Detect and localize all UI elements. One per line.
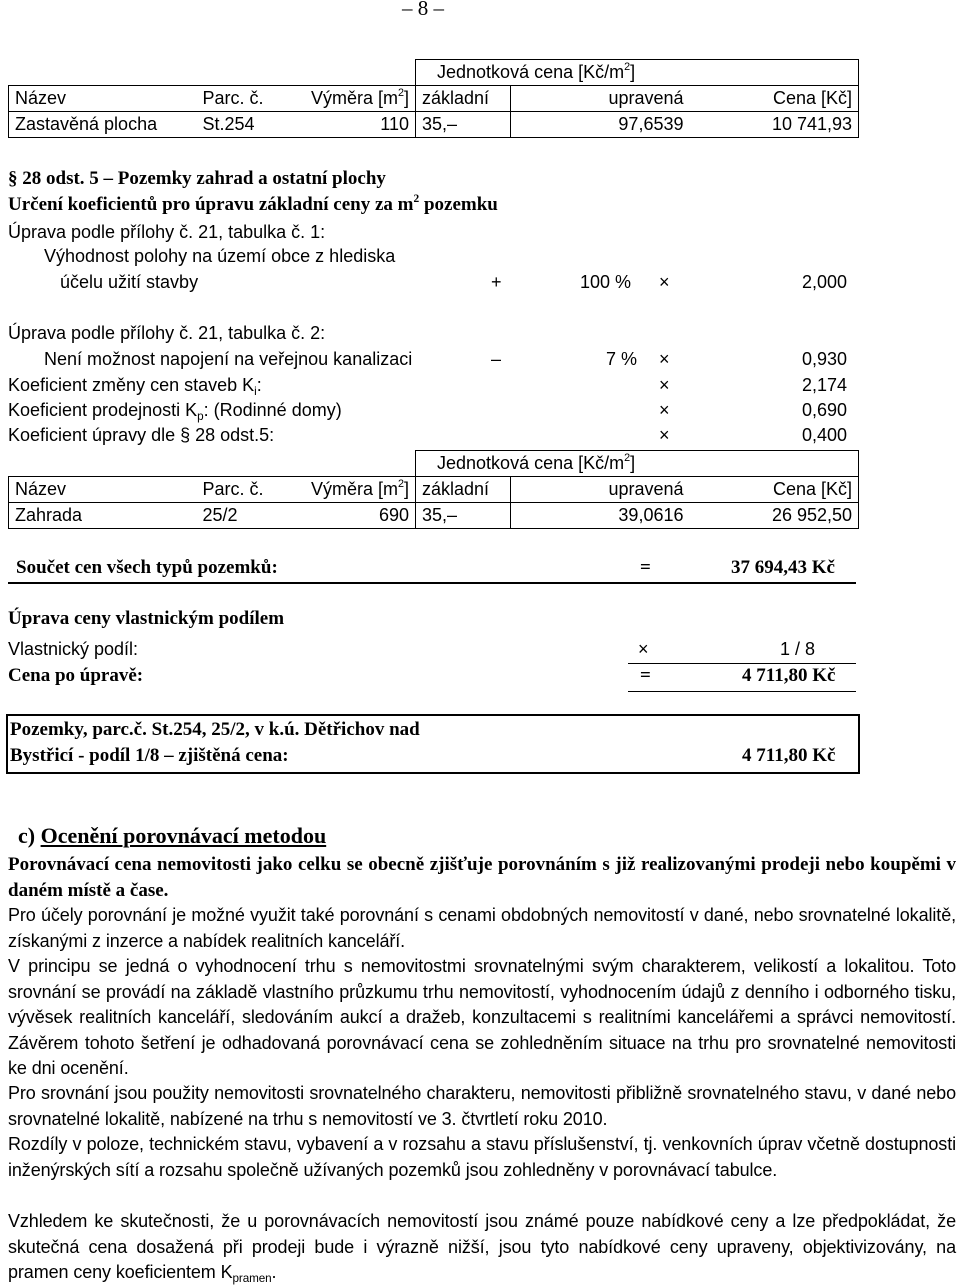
col-name: Název <box>9 477 197 503</box>
ownership-title: Úprava ceny vlastnickým podílem <box>8 608 285 629</box>
result-line-2: Bystřicí - podíl 1/8 – zjištěná cena: <box>10 745 289 766</box>
adjustment-2-desc: Není možnost napojení na veřejnou kanalizaci <box>44 349 413 369</box>
sum-underline <box>8 582 856 584</box>
col-price: Cena [Kč] <box>690 477 859 503</box>
comparison-bold-paragraph: Porovnávací cena nemovitosti jako celku se obecně zjišťuje porovnáním s již realizovanými prodeji nebo koupěmi v daném místě a čase. <box>8 854 956 901</box>
table-row <box>9 503 859 529</box>
cell-area: 690 <box>293 503 416 529</box>
comparison-paragraph-4: Rozdíly v poloze, technickém stavu, vybavení a v rozsahu a stavu příslušenství, tj. venkovních úprav včetně dostupnosti inženýrských sítí a rozsahu společně užívaných pozemků jsou zohledněny v porovnávací tabulce. <box>8 1134 956 1180</box>
multiply-icon: × <box>659 349 670 369</box>
col-name: Název <box>9 86 197 112</box>
comparison-heading: c) Ocenění porovnávací metodou <box>18 823 327 848</box>
adjustment-2-value: 0,930 <box>802 349 848 369</box>
share-label: Vlastnický podíl: <box>8 639 139 659</box>
adjusted-price-equals: = <box>640 665 651 686</box>
col-parc: Parc. č. <box>197 86 293 112</box>
table-row <box>9 112 859 138</box>
multiply-icon: × <box>659 400 670 420</box>
sum-label: Součet cen všech typů pozemků: <box>16 557 278 578</box>
table-header-row <box>9 451 859 477</box>
cell-price: 10 741,93 <box>690 112 859 138</box>
cell-name: Zahrada <box>9 503 197 529</box>
share-value: 1 / 8 <box>780 639 816 659</box>
cell-adjusted: 39,0616 <box>511 503 690 529</box>
col-base: základní <box>416 477 511 503</box>
adjustment-1-percent: 100 % <box>580 272 632 292</box>
section-title: § 28 odst. 5 – Pozemky zahrad a ostatní plochy <box>8 168 386 189</box>
comparison-paragraph-3: Pro srovnání jsou použity nemovitosti srovnatelného charakteru, nemovitosti přibližně srovnatelného stavu, v dané nebo srovnatelné lokalitě, nabízené na trhu s nemovitostí ve 3. čtvrtletí roku 2010. <box>8 1083 956 1129</box>
coefficient-ki-value: 2,174 <box>802 375 848 395</box>
unit-price-header: Jednotková cena $[Kč/m^2]$ <box>416 451 859 477</box>
adjusted-price-label: Cena po úpravě: <box>8 665 144 686</box>
cell-price: 26 952,50 <box>690 503 859 529</box>
col-base: základní <box>416 86 511 112</box>
multiply-icon: × <box>659 425 670 445</box>
coefficient-ki-label: Koeficient změny cen staveb $K_i$: <box>8 375 262 398</box>
cell-parc: 25/2 <box>197 503 293 529</box>
comparison-paragraph-5: Vzhledem ke skutečnosti, že u porovnávacích nemovitostí jsou známé pouze nabídkové ceny a lze předpokládat, že skutečná cena dosažená při prodeji bude i výrazně nižší, jsou tyto nabídkové ceny upraveny, objektivizovány, na pramen ceny koeficientem $K_{pramen}$. <box>8 1211 956 1285</box>
sum-equals: = <box>640 557 651 578</box>
land-price-table-garden <box>8 450 859 529</box>
adjustment-1-desc-line1: Výhodnost polohy na území obce z hlediska <box>44 246 396 266</box>
table-column-row <box>9 477 859 503</box>
comparison-paragraph-1: Pro účely porovnání je možné využit také porovnání s cenami obdobných nemovitostí v dané, nebo srovnatelné lokalitě, získanými z inzerce a nabídek realitních kanceláří. <box>8 905 956 951</box>
col-adjusted: upravená <box>511 477 690 503</box>
coefficient-kp-value: 0,690 <box>802 400 848 420</box>
result-value: 4 711,80 Kč <box>742 745 836 766</box>
col-adjusted: upravená <box>511 86 690 112</box>
coefficient-kp-label: Koeficient prodejnosti $K_p$: (Rodinné domy) <box>8 400 342 423</box>
multiply-icon: × <box>659 375 670 395</box>
page-number: – 8 – <box>402 0 444 20</box>
unit-price-header: Jednotková cena $[Kč/m^2]$ <box>416 60 859 86</box>
land-price-table-built <box>8 59 859 138</box>
table-column-row <box>9 86 859 112</box>
adjustment-1-label: Úprava podle přílohy č. 21, tabulka č. 1: <box>8 222 326 242</box>
multiply-icon: × <box>638 639 649 659</box>
adjusted-price-underline <box>628 691 856 692</box>
col-area: Výměra $[m^2]$ <box>293 86 416 112</box>
multiply-icon: × <box>659 272 670 292</box>
col-area: Výměra $[m^2]$ <box>293 477 416 503</box>
coefficient-ku-label: Koeficient úpravy dle § 28 odst.5: <box>8 425 275 445</box>
cell-base: 35,– <box>416 112 511 138</box>
cell-adjusted: 97,6539 <box>511 112 690 138</box>
adjustment-1-value: 2,000 <box>802 272 848 292</box>
share-underline <box>628 663 856 664</box>
cell-name: Zastavěná plocha <box>9 112 197 138</box>
coefficient-ku-value: 0,400 <box>802 425 848 445</box>
adjustment-1-desc-line2: účelu užití stavby <box>60 272 199 292</box>
col-parc: Parc. č. <box>197 477 293 503</box>
sum-value: 37 694,43 Kč <box>731 557 835 578</box>
adjusted-price-value: 4 711,80 Kč <box>742 665 836 686</box>
col-price: Cena [Kč] <box>690 86 859 112</box>
comparison-paragraph-2: V principu se jedná o vyhodnocení trhu s nemovitostmi srovnatelnými svým charakterem, velikostí a lokalitou. Toto srovnání se provádí na základě vlastního průzkumu trhu nemovitostí, vyhodnocením údajů z denního i odborného tisku, vývěsek realitních kanceláří, sledováním aukcí a dražeb, konzultacemi s realitními kancelářemi a správci nemovitostí. Závěrem tohoto šetření je odhadovaná porovnávací cena se zohledněním situace na trhu pro srovnatelné nemovitosti ke dni ocenění. <box>8 956 956 1078</box>
adjustment-2-percent: 7 % <box>606 349 638 369</box>
table-header-row <box>9 60 859 86</box>
adjustment-2-label: Úprava podle přílohy č. 21, tabulka č. 2: <box>8 323 326 343</box>
adjustment-1-sign: + <box>491 272 502 292</box>
cell-base: 35,– <box>416 503 511 529</box>
section-subtitle: Určení koeficientů pro úpravu základní ceny za $m^2$ pozemku <box>8 193 498 215</box>
cell-area: 110 <box>293 112 416 138</box>
cell-parc: St.254 <box>197 112 293 138</box>
result-line-1: Pozemky, parc.č. St.254, 25/2, v k.ú. Dětřichov nad <box>10 719 420 740</box>
adjustment-2-sign: – <box>491 349 502 369</box>
